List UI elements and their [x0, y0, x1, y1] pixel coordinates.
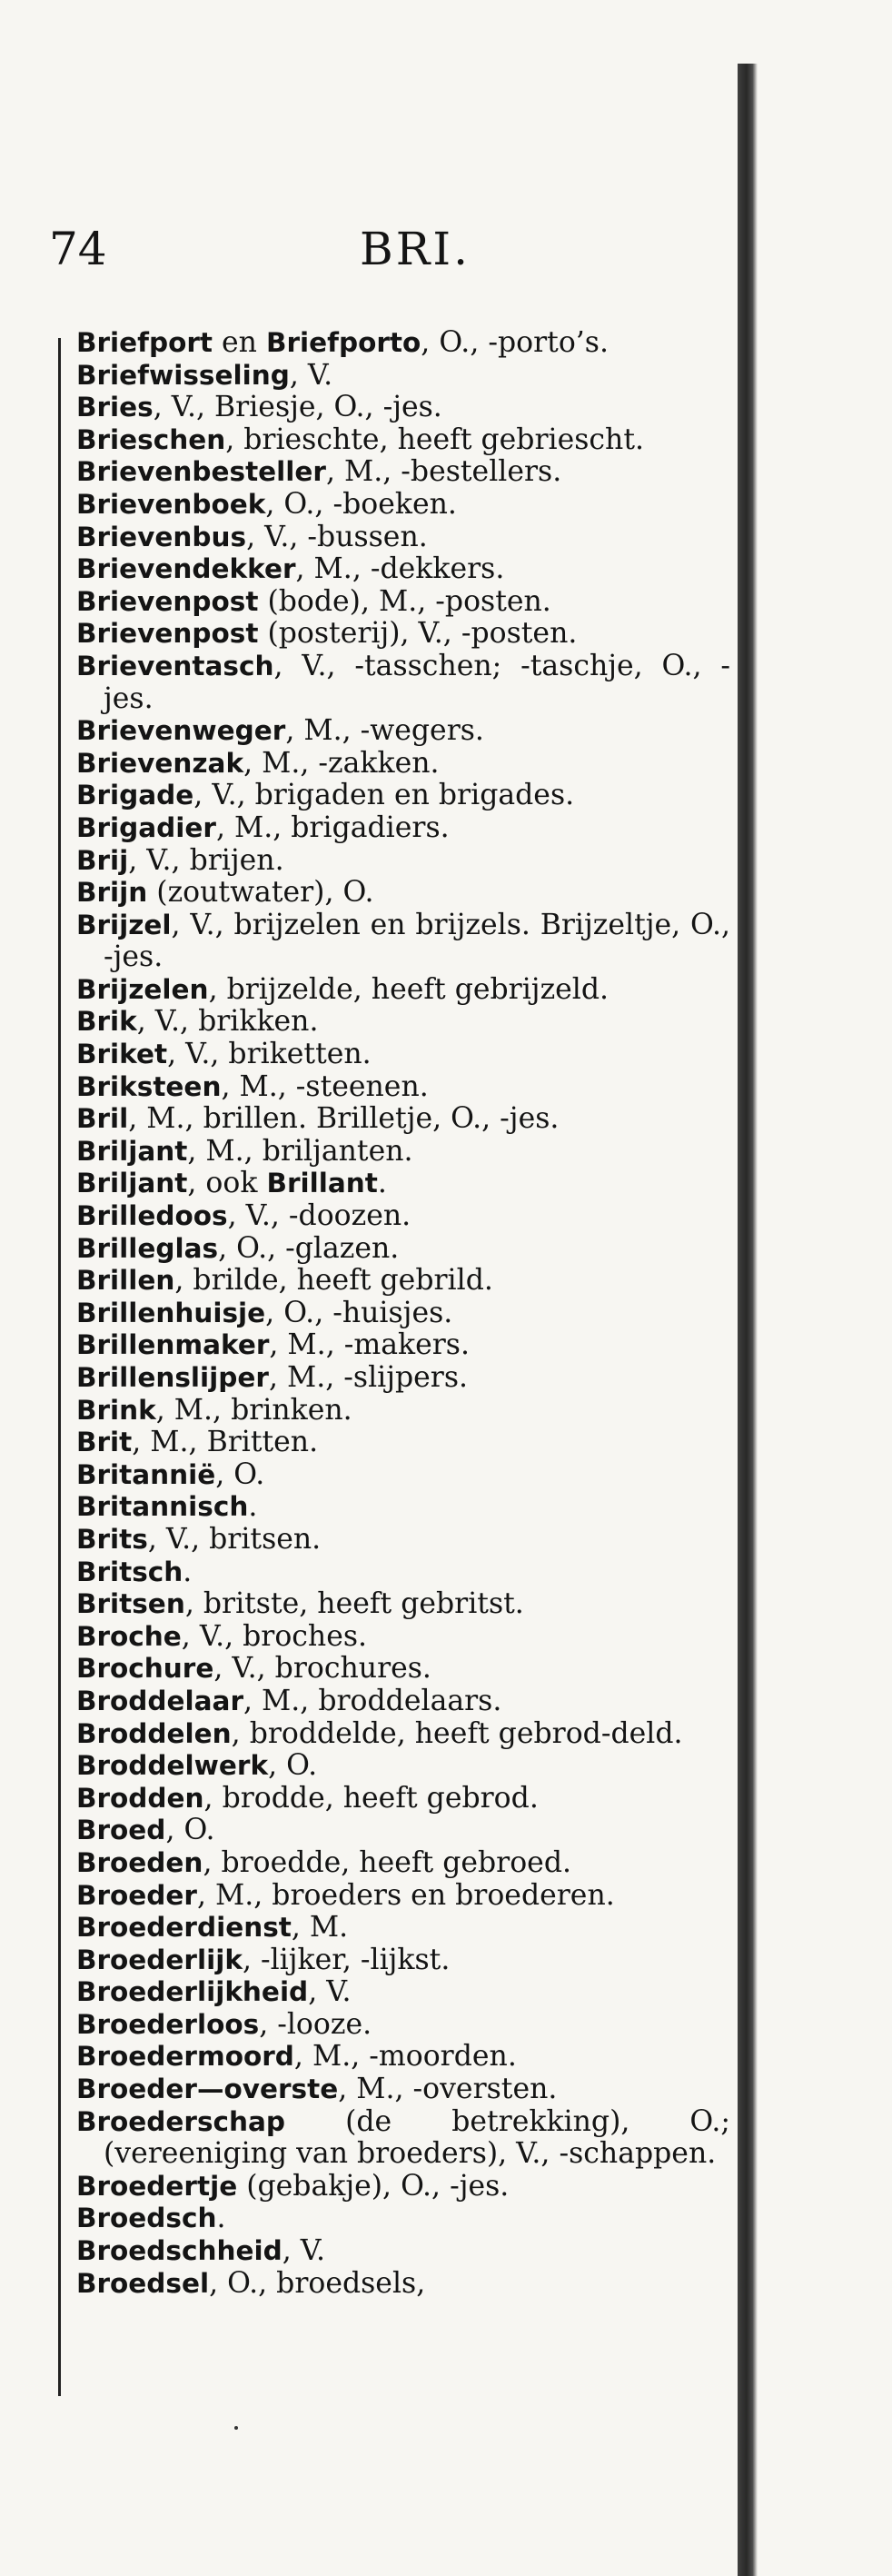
entry-headword: Brillenhuisje: [76, 1297, 266, 1328]
entry-headword: Broederlijkheid: [76, 1976, 309, 2008]
entry-headword: Broedsch: [76, 2203, 217, 2234]
dictionary-entry: [76, 651, 730, 715]
entry-definition: (de betrekking), O.; (vereeniging van broeders), V., -schappen.: [104, 2104, 730, 2171]
entry-headword: Brievenzak: [76, 747, 244, 779]
entry-definition: , M., -moorden.: [293, 2040, 517, 2074]
entry-definition: , broddelde, heeft gebrod-deld.: [231, 1716, 683, 1750]
dictionary-entry: [76, 1395, 730, 1427]
entry-definition: .: [248, 1490, 258, 1524]
entry-headword: Broddelaar: [76, 1685, 244, 1716]
dictionary-entry: [76, 1039, 730, 1071]
entry-headword: Brink: [76, 1394, 156, 1426]
dictionary-entry: [76, 812, 730, 845]
entry-definition: , brieschte, heeft gebriescht.: [225, 423, 645, 456]
entry-definition: , -lijker, -lijkst.: [242, 1943, 451, 1976]
entry-definition: en: [213, 326, 266, 359]
dictionary-entry: [76, 1783, 730, 1815]
dictionary-entry: [76, 1686, 730, 1718]
dictionary-entries: [76, 327, 730, 2300]
dictionary-entry: [76, 392, 730, 424]
entry-headword: Briket: [76, 1039, 168, 1070]
dictionary-entry: [76, 1815, 730, 1847]
dictionary-entry: [76, 877, 730, 910]
entry-definition: , M., -oversten.: [338, 2073, 558, 2106]
entry-definition: , V., brikken.: [136, 1005, 319, 1039]
entry-definition: , M., broddelaars.: [243, 1684, 502, 1717]
entry-definition: , V., briketten.: [167, 1038, 372, 1071]
dictionary-entry: [76, 1912, 730, 1944]
entry-headword: Brievenbus: [76, 521, 247, 552]
dictionary-entry: [76, 2009, 730, 2042]
entry-definition: , V., brigaden en brigades.: [193, 779, 575, 812]
entry-headword: Broederschap: [76, 2105, 286, 2137]
entry-headword: Brievenpost: [76, 618, 259, 650]
entry-definition: , V., brochures.: [213, 1652, 431, 1686]
dictionary-entry: [76, 1329, 730, 1362]
entry-definition: , V.: [289, 358, 333, 392]
dictionary-entry: [76, 1071, 730, 1104]
entry-definition: , O., -porto’s.: [421, 326, 609, 359]
entry-headword: Brievenpost: [76, 585, 259, 617]
entry-headword: Broeder: [76, 1879, 197, 1911]
entry-definition: , M., -slijpers.: [268, 1361, 469, 1394]
entry-definition: , M., -wegers.: [285, 714, 484, 748]
entry-headword: Broed: [76, 1815, 166, 1846]
entry-headword: Broedertje: [76, 2170, 238, 2202]
entry-headword: Brit: [76, 1427, 133, 1458]
entry-headword: Briefwisseling: [76, 359, 290, 391]
dictionary-entry: [76, 1588, 730, 1621]
entry-headword: Broedschheid: [76, 2235, 282, 2267]
entry-definition: , O.: [165, 1814, 215, 1847]
entry-definition: , M., brigadiers.: [215, 811, 450, 844]
entry-definition: (zoutwater), O.: [147, 876, 374, 910]
entry-headword: Brijzel: [76, 909, 172, 940]
entry-definition: , O., -huisjes.: [265, 1296, 453, 1329]
ink-speck: [234, 2426, 238, 2430]
entry-headword: Brik: [76, 1006, 137, 1038]
entry-headword: Brochure: [76, 1653, 214, 1685]
entry-headword: Brits: [76, 1523, 148, 1555]
entry-headword: Briksteen: [76, 1070, 222, 1102]
entry-headword: Broederloos: [76, 2008, 260, 2040]
dictionary-entry: [76, 1491, 730, 1524]
entry-definition: , V., Briesje, O., -jes.: [153, 391, 442, 424]
entry-headword: Briefport: [76, 327, 213, 358]
entry-definition: , M., briljanten.: [187, 1134, 413, 1168]
entry-definition: , V., -bussen.: [246, 520, 428, 553]
dictionary-entry: [76, 1524, 730, 1557]
entry-headword: Britsen: [76, 1588, 185, 1620]
entry-headword: Briljant: [76, 1168, 188, 1199]
dictionary-entry: [76, 1265, 730, 1298]
entry-definition: , brijzelde, heeft gebrijzeld.: [208, 972, 610, 1006]
entry-headword: Brijn: [76, 877, 148, 909]
entry-headword: Broederdienst: [76, 1912, 292, 1944]
entry-headword: Broeden: [76, 1846, 203, 1878]
entry-headword: Brillen: [76, 1265, 175, 1297]
entry-headword: Britannië: [76, 1458, 216, 1490]
dictionary-entry: [76, 2268, 730, 2301]
entry-definition: .: [183, 1555, 193, 1588]
dictionary-entry: [76, 1006, 730, 1039]
entry-headword: Broeder—overste: [76, 2074, 339, 2105]
entry-definition: , M., -zakken.: [243, 746, 440, 780]
entry-headword: Brievenbesteller: [76, 456, 326, 488]
entry-headword: Brillenslijper: [76, 1362, 269, 1393]
entry-definition: .: [216, 2202, 226, 2235]
dictionary-entry: [76, 1718, 730, 1751]
margin-rule: [58, 338, 61, 2396]
dictionary-entry: [76, 1103, 730, 1136]
entry-definition: , V.: [282, 2234, 325, 2268]
entry-definition: , britste, heeft gebritst.: [184, 1587, 524, 1621]
dictionary-entry: [76, 780, 730, 812]
entry-definition: , brodde, heeft gebrod.: [203, 1781, 539, 1815]
entry-headword: Broederlijk: [76, 1944, 243, 1975]
dictionary-entry: [76, 489, 730, 522]
dictionary-entry: [76, 1136, 730, 1169]
entry-definition: , M., -dekkers.: [295, 552, 505, 586]
entry-definition: (bode), M., -posten.: [258, 584, 551, 618]
entry-definition: , M., -steenen.: [221, 1069, 429, 1103]
dictionary-entry: [76, 618, 730, 651]
entry-definition: , V., brijen.: [128, 843, 284, 877]
dictionary-entry: [76, 1750, 730, 1783]
dictionary-entry: [76, 1233, 730, 1266]
dictionary-entry: [76, 2235, 730, 2268]
dictionary-entry: [76, 424, 730, 457]
entry-headword: Broedermoord: [76, 2041, 294, 2073]
dictionary-entry: [76, 1298, 730, 1330]
entry-definition: , V., britsen.: [147, 1522, 322, 1556]
entry-headword: Brigade: [76, 780, 194, 811]
entry-headword: Britsch: [76, 1556, 183, 1587]
entry-definition: , V., broches.: [181, 1619, 368, 1653]
entry-headword: Brigadier: [76, 811, 216, 843]
entry-headword: Bries: [76, 392, 154, 423]
entry-definition: , V., -tasschen; -taschje, O., -jes.: [104, 649, 730, 715]
entry-headword: Bril: [76, 1103, 129, 1135]
dictionary-entry: [76, 2203, 730, 2235]
entry-headword: Brieventasch: [76, 650, 274, 681]
dictionary-entry: [76, 2074, 730, 2106]
dictionary-entry: [76, 1944, 730, 1977]
entry-headword: Broedsel: [76, 2267, 210, 2299]
entry-headword: Brievenweger: [76, 715, 286, 747]
dictionary-entry: [76, 1621, 730, 1654]
dictionary-entry: [76, 910, 730, 974]
page-number: 74: [49, 223, 107, 275]
dictionary-entry: [76, 1427, 730, 1459]
entry-definition: , brilde, heeft gebrild.: [174, 1264, 493, 1298]
dictionary-entry: [76, 748, 730, 781]
dictionary-entry: [76, 1847, 730, 1880]
dictionary-entry: [76, 1557, 730, 1589]
entry-definition: , ook: [187, 1167, 267, 1200]
entry-definition: , M.: [291, 1911, 349, 1944]
entry-headword: Britannisch: [76, 1491, 249, 1523]
entry-headword: Broddelen: [76, 1717, 232, 1749]
entry-headword: Brilleglas: [76, 1232, 219, 1264]
entry-definition: , V.: [308, 1975, 352, 2009]
entry-definition: , M., Britten.: [132, 1426, 319, 1459]
entry-definition: (gebakje), O., -jes.: [237, 2169, 510, 2203]
dictionary-entry: [76, 1653, 730, 1686]
entry-definition: , -looze.: [259, 2007, 372, 2041]
entry-headword: Brillenmaker: [76, 1329, 270, 1361]
entry-definition: (posterij), V., -posten.: [258, 617, 578, 651]
entry-headword: Briljant: [76, 1135, 188, 1167]
entry-definition: , O., broedsels,: [209, 2266, 426, 2300]
dictionary-entry: [76, 1880, 730, 1913]
entry-definition: , O., -boeken.: [265, 487, 457, 521]
entry-definition: , O.: [268, 1749, 318, 1783]
entry-definition: , M., -makers.: [269, 1328, 470, 1362]
entry-headword: Broddelwerk: [76, 1750, 269, 1782]
dictionary-entry: [76, 974, 730, 1007]
dictionary-entry: [76, 553, 730, 586]
entry-headword: Broche: [76, 1620, 182, 1652]
entry-headword: Briefporto: [266, 327, 421, 358]
entry-headword: Brievenboek: [76, 488, 266, 520]
entry-definition: , M., brinken.: [155, 1393, 352, 1427]
entry-headword: Brieschen: [76, 423, 226, 455]
entry-definition: , M., brillen. Brilletje, O., -jes.: [128, 1102, 560, 1136]
entry-definition: .: [377, 1167, 387, 1200]
dictionary-entry: [76, 715, 730, 748]
entry-headword: Brilledoos: [76, 1200, 228, 1232]
entry-headword: Brodden: [76, 1782, 204, 1814]
entry-headword: Brievendekker: [76, 553, 296, 585]
dictionary-entry: [76, 2041, 730, 2074]
entry-headword: Brij: [76, 844, 129, 876]
dictionary-entry: [76, 327, 730, 360]
entry-definition: , V., brijzelen en brijzels. Brijzeltje, O., -jes.: [104, 908, 730, 974]
entry-headword: Brillant: [266, 1168, 378, 1199]
entry-definition: , M., broeders en broederen.: [196, 1878, 615, 1912]
page-edge-shadow: [738, 64, 758, 2576]
entry-definition: , M., -bestellers.: [325, 455, 562, 489]
entry-definition: , V., -doozen.: [227, 1199, 411, 1233]
entry-definition: , O., -glazen.: [218, 1231, 400, 1265]
dictionary-entry: [76, 522, 730, 554]
dictionary-entry: [76, 2106, 730, 2171]
entry-definition: , O.: [215, 1457, 265, 1491]
dictionary-entry: [76, 1362, 730, 1395]
entry-headword: Brijzelen: [76, 973, 209, 1005]
dictionary-entry: [76, 2171, 730, 2203]
dictionary-entry: [76, 1459, 730, 1492]
dictionary-entry: [76, 1168, 730, 1200]
dictionary-entry: [76, 1200, 730, 1233]
running-head: BRI.: [360, 223, 471, 275]
dictionary-entry: [76, 845, 730, 878]
dictionary-entry: [76, 360, 730, 393]
entry-definition: , broedde, heeft gebroed.: [203, 1845, 571, 1879]
dictionary-entry: [76, 456, 730, 489]
dictionary-entry: [76, 586, 730, 619]
dictionary-entry: [76, 1976, 730, 2009]
